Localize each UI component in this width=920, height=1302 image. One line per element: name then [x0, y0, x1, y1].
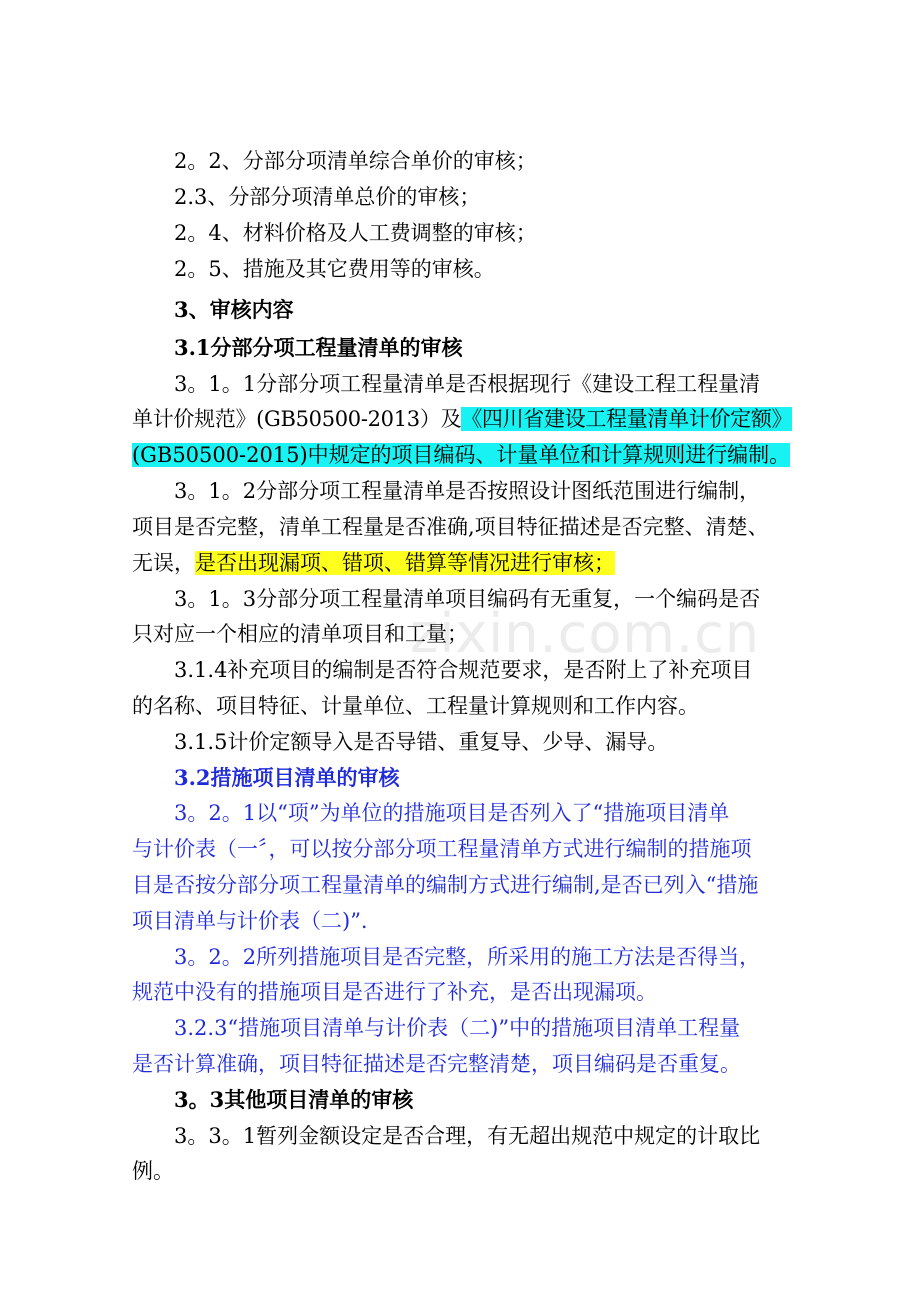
para-3-1-3-line1: 3。1。3分部分项工程量清单项目编码有无重复，一个编码是否 — [174, 587, 761, 611]
para-3-2-2-line2: 规范中没有的措施项目是否进行了补充，是否出现漏项。 — [132, 980, 657, 1004]
para-3-3-1-line2: 例。 — [132, 1159, 174, 1183]
item-2-2: 2。2、分部分项清单综合单价的审核； — [174, 149, 537, 173]
para-3-1-4-line2: 的名称、项目特征、计量单位、工程量计算规则和工作内容。 — [132, 694, 699, 718]
highlight-yellow-review: 是否出现漏项、错项、错算等情况进行审核； — [195, 551, 615, 575]
para-3-2-3-line1: 3.2.3“措施项目清单与计价表（二)”中的措施项目清单工程量 — [174, 1016, 741, 1040]
item-2-5: 2。5、措施及其它费用等的审核。 — [174, 257, 495, 281]
para-3-2-3-line2: 是否计算准确，项目特征描述是否完整清楚，项目编码是否重复。 — [132, 1052, 741, 1076]
section-3-3-heading: 3。3其他项目清单的审核 — [174, 1087, 414, 1112]
para-3-1-2-line1: 3。1。2分部分项工程量清单是否按照设计图纸范围进行编制， — [174, 479, 761, 503]
para-3-1-1-line1: 3。1。1分部分项工程量清单是否根据现行《建设工程工程量清 — [174, 372, 761, 396]
para-3-1-1-line2-text: 单计价规范》(GB50500-2013）及 — [132, 407, 462, 431]
para-3-2-2-line1: 3。2。2所列措施项目是否完整，所采用的施工方法是否得当， — [174, 945, 761, 969]
watermark: zixin.com.cn — [410, 602, 761, 665]
item-2-3: 2.3、分部分项清单总价的审核； — [174, 185, 481, 209]
para-3-3-1-line1: 3。3。1暂列金额设定是否合理，有无超出规范中规定的计取比 — [174, 1124, 761, 1148]
section-3-1-heading: 3.1分部分项工程量清单的审核 — [174, 335, 463, 360]
para-3-1-2-line3 — [132, 545, 615, 581]
para-3-1-4-line1: 3.1.4补充项目的编制是否符合规范要求，是否附上了补充项目 — [174, 658, 753, 682]
para-3-2-1-line1: 3。2。1以“项”为单位的措施项目是否列入了“措施项目清单 — [174, 801, 730, 825]
section-3-2-heading: 3.2措施项目清单的审核 — [174, 765, 400, 790]
para-3-2-1-line4: 项目清单与计价表（二)”. — [132, 909, 368, 933]
para-3-1-1-line3 — [132, 437, 790, 473]
highlight-cyan-quota-title: 《四川省建设工程量清单计价定额》 — [461, 407, 793, 431]
para-3-1-2-line2: 项目是否完整，清单工程量是否准确,项目特征描述是否完整、清楚、 — [132, 515, 769, 539]
section-3-heading: 3、审核内容 — [174, 297, 294, 322]
item-2-4: 2。4、材料价格及人工费调整的审核； — [174, 221, 537, 245]
para-3-2-1-line2: 与计价表（一〞，可以按分部分项工程量清单方式进行编制的措施项 — [132, 837, 752, 861]
para-3-1-5: 3.1.5计价定额导入是否导错、重复导、少导、漏导。 — [174, 730, 669, 754]
para-3-1-2-line3-text: 无误， — [132, 551, 195, 575]
para-3-2-1-line3: 目是否按分部分项工程量清单的编制方式进行编制,是否已列入“措施 — [132, 873, 759, 897]
highlight-cyan-quota-rules: (GB50500-2015)中规定的项目编码、计量单位和计算规则进行编制。 — [132, 443, 791, 467]
para-3-1-3-line2: 只对应一个相应的清单项目和工量； — [132, 622, 468, 646]
para-3-1-1-line2 — [132, 401, 792, 437]
